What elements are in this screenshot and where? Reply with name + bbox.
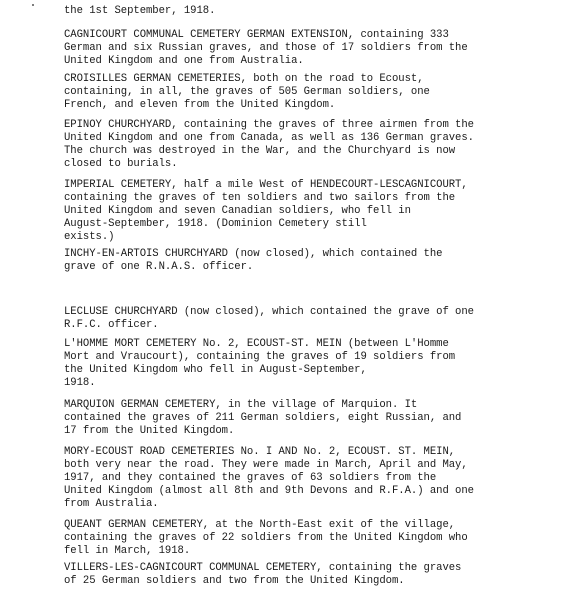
paragraph-croisilles: CROISILLES GERMAN CEMETERIES, both on the road to Ecoust, containing, in all, the graves of 505 German soldiers, one French, and eleven from the United Kingdom. — [64, 73, 430, 111]
paragraph-epinoy: EPINOY CHURCHYARD, containing the graves of three airmen from the United Kingdom and one from Canada, as well as 136 German graves. The church was destroyed in the War, and the Churchyard is now closed to burials. — [64, 119, 474, 170]
paragraph-marquion: MARQUION GERMAN CEMETERY, in the village of Marquion. It contained the graves of 211 German soldiers, eight Russian, and 17 from the United Kingdom. — [64, 399, 462, 437]
paragraph-cagnicourt: CAGNICOURT COMMUNAL CEMETERY GERMAN EXTENSION, containing 333 German and six Russian graves, and those of 17 soldiers from the United Kingdom and one from Australia. — [64, 29, 468, 67]
scan-speck — [32, 4, 34, 6]
paragraph-imperial-cemetery: IMPERIAL CEMETERY, half a mile West of HENDECOURT-LESCAGNICOURT, containing the graves of ten soldiers and two sailors from the United Kingdom and seven Canadian soldiers, who fell in August-September, 1918. (Dominion Cemetery still exists.) — [64, 179, 468, 243]
paragraph-lhomme-mort: L'HOMME MORT CEMETERY No. 2, ECOUST-ST. MEIN (between L'Homme Mort and Vraucourt), containing the graves of 19 soldiers from the United Kingdom who fell in August-September, 1918. — [64, 338, 456, 389]
paragraph-lecluse: LECLUSE CHURCHYARD (now closed), which contained the grave of one R.F.C. officer. — [64, 306, 474, 331]
paragraph-queant: QUEANT GERMAN CEMETERY, at the North-East exit of the village, containing the graves of 22 soldiers from the United Kingdom who fell in March, 1918. — [64, 519, 468, 557]
paragraph-date-continuation: the 1st September, 1918. — [64, 5, 216, 17]
paragraph-inchy-en-artois: INCHY-EN-ARTOIS CHURCHYARD (now closed), which contained the grave of one R.N.A.S. officer. — [64, 248, 443, 273]
paragraph-mory-ecoust: MORY-ECOUST ROAD CEMETERIES No. I AND No. 2, ECOUST. ST. MEIN, both very near the road. They were made in March, April and May, 1917, and they contained the graves of 63 soldiers from the United Kingdom (almost all 8th and 9th Devons and R.F.A.) and one from Australia. — [64, 446, 474, 510]
paragraph-villers-les-cagnicourt: VILLERS-LES-CAGNICOURT COMMUNAL CEMETERY, containing the graves of 25 German soldiers and two from the United Kingdom. — [64, 562, 462, 587]
